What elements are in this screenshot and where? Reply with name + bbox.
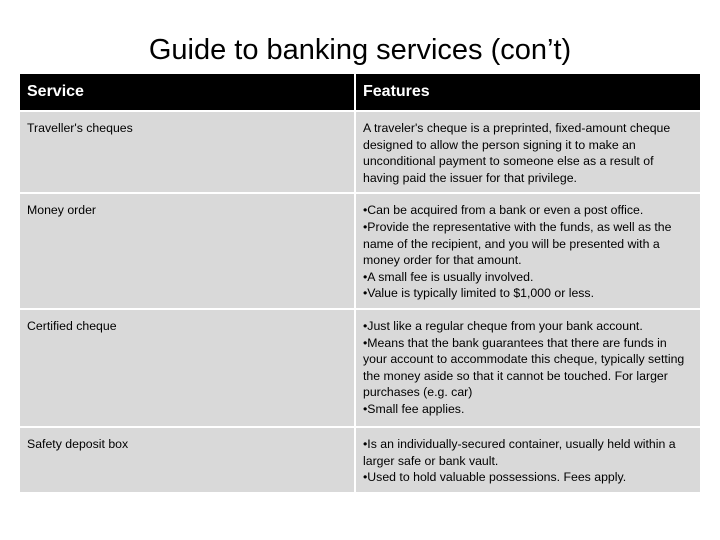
service-cell: Money order xyxy=(20,192,354,308)
feature-line: •Value is typically limited to $1,000 or less. xyxy=(363,286,594,301)
table-row xyxy=(20,308,700,426)
column-header-features: Features xyxy=(354,74,700,110)
table-row xyxy=(20,192,700,308)
feature-line: •Provide the representative with the funds, as well as the name of the recipient, and you will be presented with a money order for that amount. xyxy=(363,219,672,268)
table-row xyxy=(20,110,700,192)
table-row xyxy=(20,426,700,492)
page-title: Guide to banking services (con’t) xyxy=(148,34,572,66)
feature-line: •Small fee applies. xyxy=(363,401,465,416)
feature-line: •Just like a regular cheque from your bank account. xyxy=(363,318,643,333)
service-cell: Traveller's cheques xyxy=(20,110,354,192)
banking-services-table xyxy=(20,74,700,492)
features-cell xyxy=(354,308,700,426)
feature-line: •Can be acquired from a bank or even a post office. xyxy=(363,203,644,218)
feature-line: •A small fee is usually involved. xyxy=(363,269,534,284)
features-cell xyxy=(354,192,700,308)
feature-line: •Means that the bank guarantees that there are funds in your account to accommodate this cheque, typically setting the money aside so that it cannot be touched. For larger purchases (e.g. car) xyxy=(363,335,685,400)
feature-line: •Used to hold valuable possessions. Fees apply. xyxy=(363,470,627,485)
features-cell xyxy=(354,426,700,492)
features-cell xyxy=(354,110,700,192)
feature-line: A traveler's cheque is a preprinted, fixed-amount cheque designed to allow the person signing it to make an unconditional payment to someone else as a result of having paid the issuer for that privilege. xyxy=(363,121,671,185)
service-cell: Certified cheque xyxy=(20,308,354,426)
table-header-row xyxy=(20,74,700,110)
feature-line: •Is an individually-secured container, usually held within a larger safe or bank vault. xyxy=(363,436,676,468)
column-header-service: Service xyxy=(20,74,354,110)
service-cell: Safety deposit box xyxy=(20,426,354,492)
